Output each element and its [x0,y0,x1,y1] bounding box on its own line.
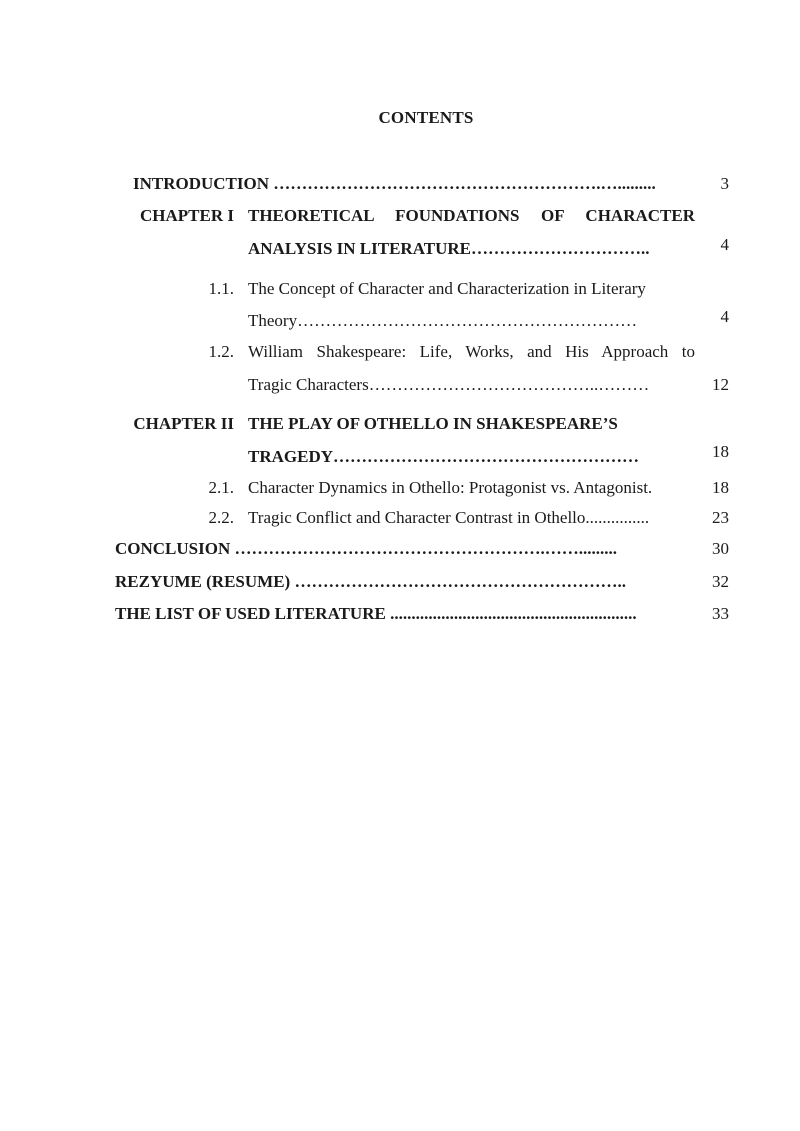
toc-entry-introduction: INTRODUCTION ………………………………………………….…......... [133,174,656,193]
toc-section-number: 2.2. [208,508,234,527]
toc-section-number: 2.1. [208,478,234,497]
toc-chapter2-title-line2: TRAGEDY……………………………………………… [248,447,640,466]
toc-page-introduction: 3 [720,174,729,193]
toc-chapter2-title-line1: THE PLAY OF OTHELLO IN SHAKESPEARE’S [248,414,618,433]
toc-section-title-line2: Theory…………………………………………………… [248,311,638,330]
page-title: CONTENTS [378,108,474,127]
toc-section-page: 18 [712,478,729,497]
toc-section-title-line2: Tragic Characters…………………………………..……… [248,375,650,394]
toc-section-title-line1: William Shakespeare: Life, Works, and His Approach to [248,342,695,361]
toc-page-rezyume: 32 [712,572,729,591]
toc-section-title-line1: The Concept of Character and Characterization in Literary [248,279,646,298]
toc-chapter1-title-line1: THEORETICAL FOUNDATIONS OF CHARACTER [248,206,695,225]
toc-section-page: 12 [712,375,729,394]
toc-entry-literature: THE LIST OF USED LITERATURE .......................................................... [115,604,637,623]
toc-chapter2-label: CHAPTER II [133,414,234,433]
toc-section-title-line1: Character Dynamics in Othello: Protagonist vs. Antagonist. [248,478,653,497]
toc-chapter1-label: CHAPTER I [140,206,234,225]
toc-section-number: 1.1. [208,279,234,298]
toc-section-title-line1: Tragic Conflict and Character Contrast in Othello............... [248,508,650,527]
toc-entry-rezyume: REZYUME (RESUME) ………………………………………………….. [115,572,626,591]
toc-page-conclusion: 30 [712,539,729,558]
toc-section-page: 4 [720,307,729,326]
toc-entry-conclusion: CONCLUSION ……………………………………………….……......... [115,539,617,558]
toc-page-literature: 33 [712,604,729,623]
toc-chapter1-title-line2: ANALYSIS IN LITERATURE………………………….. [248,239,650,258]
toc-page-chapter1: 4 [720,235,729,254]
toc-page-chapter2: 18 [712,442,729,461]
toc-section-page: 23 [712,508,729,527]
toc-section-number: 1.2. [208,342,234,361]
